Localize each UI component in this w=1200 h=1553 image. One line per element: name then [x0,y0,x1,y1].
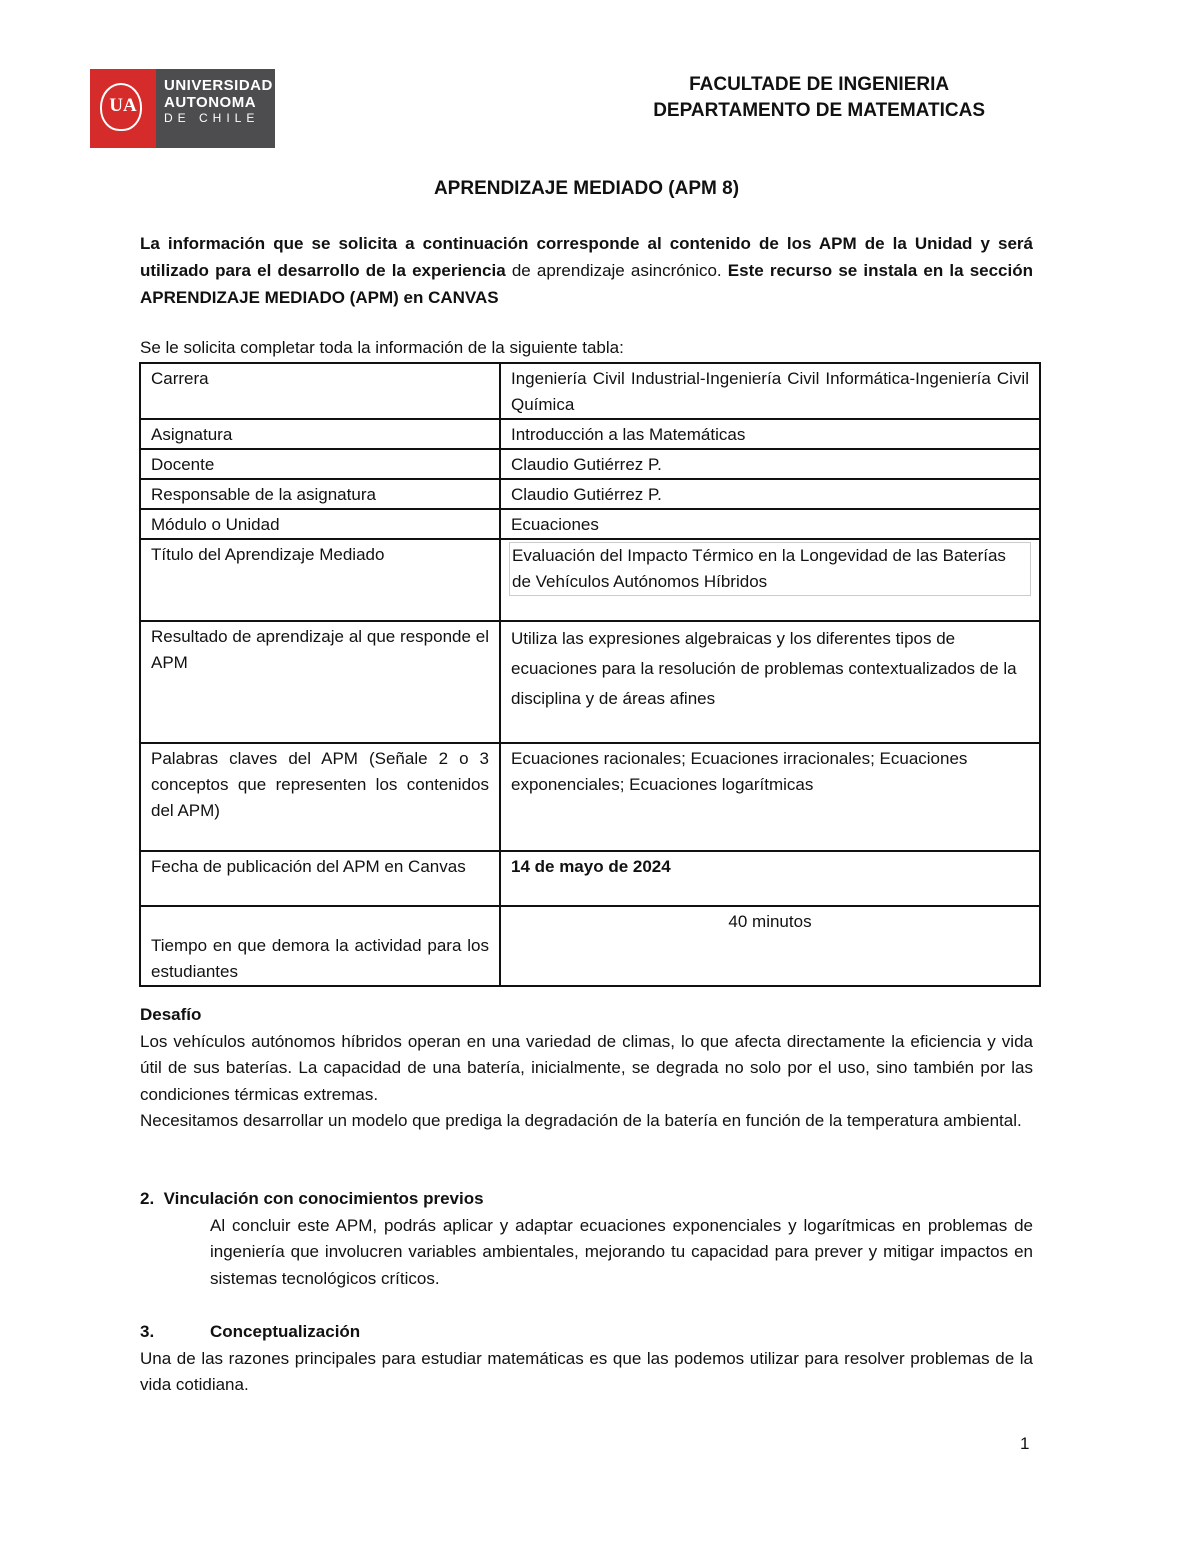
row-value: Introducción a las Matemáticas [500,419,1040,449]
desafio-paragraph-2: Necesitamos desarrollar un modelo que prediga la degradación de la batería en función de la temperatura ambiental. [140,1111,1022,1130]
title-value-box: Evaluación del Impacto Térmico en la Longevidad de las Baterías de Vehículos Autónomos Híbridos [509,542,1031,596]
intro-paragraph [140,230,1033,311]
table-row [140,906,1040,986]
intro-part3: Este recurso se instala en la sección APRENDIZAJE MEDIADO (APM) en CANVAS [140,261,1033,307]
row-value: Ecuaciones racionales; Ecuaciones irracionales; Ecuaciones exponenciales; Ecuaciones logarítmicas [500,743,1040,851]
row-label: Tiempo en que demora la actividad para los estudiantes [140,906,500,986]
section-2 [140,1186,1033,1292]
section-2-number: 2. [140,1189,155,1208]
section-3-heading [140,1319,1033,1346]
row-label: Carrera [140,363,500,419]
row-label: Docente [140,449,500,479]
document-title: APRENDIZAJE MEDIADO (APM 8) [433,178,740,199]
row-label: Resultado de aprendizaje al que responde el APM [140,621,500,743]
desafio-section [140,1002,1033,1135]
apm-info-table [139,362,1041,987]
intro-part1: La información que se solicita a continuación corresponde al contenido de los APM de la Unidad y será utilizado para el desarrollo de la experiencia [140,234,1033,280]
university-logo [90,69,275,148]
department-name: DEPARTAMENTO DE MATEMATICAS [653,100,985,121]
row-label: Responsable de la asignatura [140,479,500,509]
table-row [140,539,1040,621]
row-label: Palabras claves del APM (Señale 2 o 3 conceptos que representen los contenidos del APM) [140,743,500,851]
table-row [140,419,1040,449]
section-3-text: Una de las razones principales para estudiar matemáticas es que las podemos utilizar para resolver problemas de la vida cotidiana. [140,1348,1033,1394]
row-value: 40 minutos [500,906,1040,986]
table-row [140,743,1040,851]
table-row [140,621,1040,743]
row-value: Ingeniería Civil Industrial-Ingeniería Civil Informática-Ingeniería Civil Química [500,363,1040,419]
table-row [140,509,1040,539]
logo-initials: UA [109,95,137,116]
desafio-heading: Desafío [140,1005,202,1024]
row-value: Ecuaciones [500,509,1040,539]
row-value: 14 de mayo de 2024 [500,851,1040,906]
section-3-title: Conceptualización [210,1322,361,1341]
logo-line1: UNIVERSIDAD [164,77,273,94]
row-label: Título del Aprendizaje Mediado [140,539,500,621]
table-lead-text: Se le solicita completar toda la información de la siguiente tabla: [140,338,624,357]
table-row [140,479,1040,509]
section-2-title: Vinculación con conocimientos previos [163,1189,484,1208]
section-3 [140,1319,1033,1399]
faculty-name: FACULTADE DE INGENIERIA [689,74,950,95]
row-label: Módulo o Unidad [140,509,500,539]
logo-line3: DE CHILE [164,111,260,125]
row-label: Fecha de publicación del APM en Canvas [140,851,500,906]
logo-wordmark [156,69,275,148]
section-2-text: Al concluir este APM, podrás aplicar y adaptar ecuaciones exponenciales y logarítmicas en problemas de ingeniería que involucren variables ambientales, mejorando tu capacidad para prever y mitigar impactos en sistemas tecnológicos críticos. [210,1215,1033,1288]
intro-part2: de aprendizaje asincrónico. [511,261,722,280]
section-3-number: 3. [140,1322,155,1341]
table-row [140,851,1040,906]
row-label: Asignatura [140,419,500,449]
table-row [140,449,1040,479]
section-2-heading [140,1186,1033,1213]
row-value: Claudio Gutiérrez P. [500,449,1040,479]
logo-emblem [90,69,156,148]
row-value: Claudio Gutiérrez P. [500,479,1040,509]
table-row [140,363,1040,419]
row-value: Utiliza las expresiones algebraicas y los diferentes tipos de ecuaciones para la resolución de problemas contextualizados de la disciplina y de áreas afines [500,621,1040,743]
page-number: 1 [1020,1434,1030,1453]
faculty-header [653,72,985,124]
logo-line2: AUTONOMA [164,94,257,111]
desafio-paragraph-1: Los vehículos autónomos híbridos operan en una variedad de climas, lo que afecta directamente la eficiencia y vida útil de sus baterías. La capacidad de una batería, inicialmente, se degrada no solo por el uso, sino también por las condiciones térmicas extremas. [140,1031,1033,1104]
row-value [500,539,1040,621]
